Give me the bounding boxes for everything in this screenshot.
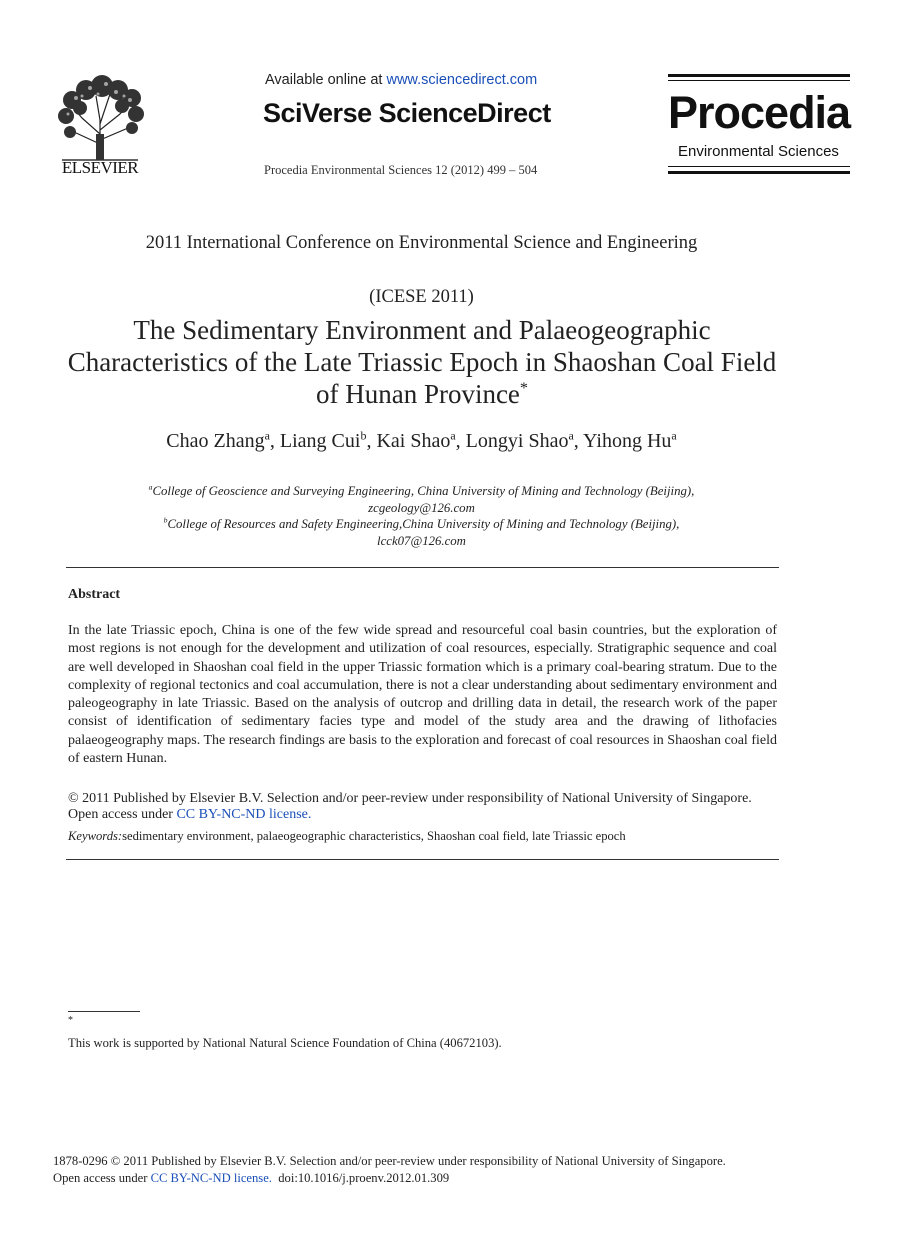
- conference-name: 2011 International Conference on Environmental Science and Engineering: [145, 233, 698, 253]
- author: Liang Cui$^b$,: [279, 428, 377, 452]
- copyright-text: © 2011 Published by Elsevier B.V. Selection and/or peer-review under responsibility of National University of Singapore.: [68, 791, 752, 806]
- page-footer: [53, 1153, 726, 1187]
- footer-open-access-prefix: Open access under: [53, 1171, 151, 1185]
- affiliation-a: [0, 483, 843, 517]
- divider-bottom: [66, 859, 779, 860]
- sciencedirect-link[interactable]: www.sciencedirect.com: [386, 72, 538, 88]
- footnote-text: This work is supported by National Natural Science Foundation of China (40672103).: [68, 1036, 502, 1050]
- logo-rule-top-thin: [668, 80, 850, 81]
- available-online: [265, 72, 537, 88]
- footer-license-link[interactable]: CC BY-NC-ND license.: [150, 1171, 272, 1185]
- footer-copyright: 1878-0296 © 2011 Published by Elsevier B.V. Selection and/or peer-review under responsibility of National University of Singapore.: [53, 1154, 726, 1168]
- open-access-prefix: Open access under: [68, 807, 177, 822]
- author: Chao Zhang$^a$,: [166, 428, 280, 452]
- author: Longyi Shao$^a$,: [465, 428, 584, 452]
- license-link[interactable]: CC BY-NC-ND license.: [176, 807, 312, 822]
- author-list: [0, 430, 843, 453]
- footnote-rule: [68, 1011, 140, 1012]
- paper-title: [60, 314, 784, 410]
- doi-link[interactable]: doi:10.1016/j.proenv.2012.01.309: [278, 1171, 450, 1185]
- divider-top: [66, 567, 779, 568]
- logo-rule-bottom: [668, 171, 850, 174]
- procedia-subtitle: Environmental Sciences: [678, 143, 839, 160]
- procedia-wordmark: Procedia: [668, 87, 851, 138]
- procedia-logo[interactable]: [668, 74, 850, 176]
- copyright-notice: [68, 791, 752, 823]
- elsevier-wordmark: ELSEVIER: [61, 158, 139, 177]
- logo-rule-top: [668, 74, 850, 77]
- keywords-label: Keywords:: [68, 829, 123, 843]
- abstract-text: In the late Triassic epoch, China is one of the few wide spread and resourceful coal basin countries, but the exploration of most regions is not enough for the development and utilization of coal resources, especially. Stratigraphic sequence and coal are well developed in Shaoshan coal field in the upper Triassic formation which is a primary coal-bearing stratum. Due to the complexity of regional tectonics and coal accumulation, there is not a clear understanding about sedimentary environment and paleogeography in late Triassic. Based on the analysis of outcrop and drilling data in detail, the research work of the paper consist of identification of sedimentary facies type and model of the study area and the drawing of lithofacies palaeogeography maps. The research findings are basis to the exploration and forecast of coal resources in Shaoshan coal field of eastern Hunan.: [68, 623, 777, 767]
- logo-rule-bottom-thin: [668, 166, 850, 167]
- affiliation-mark: b: [163, 515, 168, 525]
- affiliation-text: College of Geoscience and Surveying Engineering, China University of Mining and Technology (Beijing),: [152, 484, 695, 498]
- available-prefix: Available online at: [265, 72, 387, 88]
- affiliation-b: [0, 516, 843, 550]
- paper-title-text: The Sedimentary Environment and Palaeogeographic Characteristics of the Late Triassic Epoch in Shaoshan Coal Field of Hunan Province: [67, 315, 777, 409]
- affiliation-email[interactable]: zcgeology@126.com: [368, 501, 475, 515]
- keywords: [68, 829, 626, 844]
- keywords-text: sedimentary environment, palaeogeographic characteristics, Shaoshan coal field, late Triassic epoch: [122, 829, 626, 843]
- author: Kai Shao$^a$,: [376, 428, 466, 452]
- elsevier-logo[interactable]: [52, 74, 148, 178]
- affiliation-text: College of Resources and Safety Engineering,China University of Mining and Technology (Beijing),: [167, 517, 680, 531]
- title-footnote-mark[interactable]: *: [519, 379, 529, 397]
- abstract-heading: Abstract: [68, 587, 121, 602]
- sciverse-sciencedirect-logo[interactable]: SciVerse ScienceDirect: [263, 98, 551, 128]
- journal-reference: Procedia Environmental Sciences 12 (2012) 499 – 504: [264, 163, 538, 177]
- author: Yihong Hu$^a$: [583, 428, 677, 452]
- affiliation-email[interactable]: lcck07@126.com: [377, 534, 466, 548]
- affiliation-mark: a: [148, 482, 153, 492]
- conference-short: (ICESE 2011): [369, 287, 474, 307]
- footnote-mark: *: [68, 1015, 73, 1026]
